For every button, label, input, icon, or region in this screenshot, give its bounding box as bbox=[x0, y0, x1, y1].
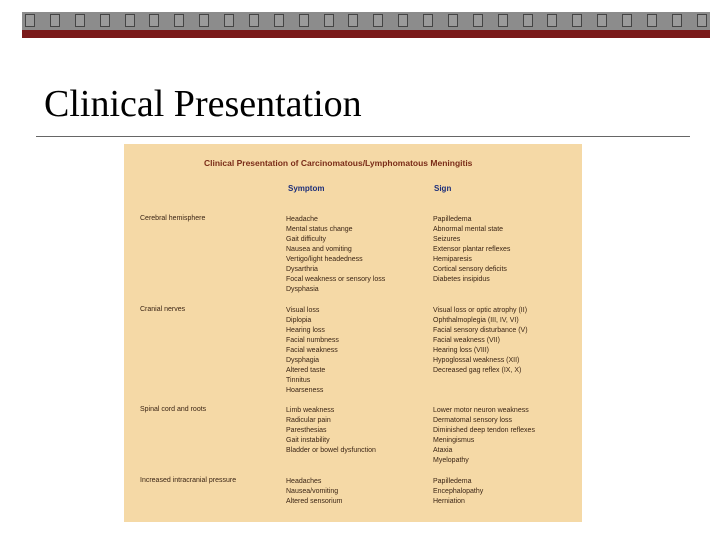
symptom-list bbox=[286, 406, 376, 456]
sign-item: Lower motor neuron weakness bbox=[433, 407, 529, 414]
sign-item: Papilledema bbox=[433, 216, 472, 223]
sign-item: Visual loss or optic atrophy (II) bbox=[433, 307, 528, 314]
symptom-column-header: Symptom bbox=[288, 184, 325, 193]
symptom-item: Facial numbness bbox=[286, 337, 339, 344]
sign-item: Cortical sensory deficits bbox=[433, 266, 507, 273]
slide-title: Clinical Presentation bbox=[44, 83, 362, 125]
header-square bbox=[622, 14, 632, 27]
sign-item: Ataxia bbox=[433, 447, 453, 454]
header-square bbox=[398, 14, 408, 27]
header-square bbox=[473, 14, 483, 27]
symptom-item: Paresthesias bbox=[286, 427, 327, 434]
clinical-table bbox=[124, 144, 582, 522]
sign-list bbox=[433, 406, 535, 466]
symptom-item: Nausea/vomiting bbox=[286, 488, 339, 495]
section-category: Increased intracranial pressure bbox=[140, 477, 237, 484]
sign-item: Diabetes insipidus bbox=[433, 276, 490, 283]
sign-item: Abnormal mental state bbox=[433, 226, 504, 233]
sign-item: Hearing loss (VIII) bbox=[433, 347, 490, 354]
symptom-item: Limb weakness bbox=[286, 407, 335, 414]
header-square bbox=[25, 14, 35, 27]
table-title: Clinical Presentation of Carcinomatous/Lymphomatous Meningitis bbox=[204, 158, 473, 168]
header-square bbox=[647, 14, 657, 27]
header-square bbox=[100, 14, 110, 27]
section-category: Spinal cord and roots bbox=[140, 406, 207, 413]
sign-list bbox=[433, 306, 528, 376]
header-band-maroon bbox=[22, 30, 710, 38]
symptom-item: Altered sensorium bbox=[286, 498, 343, 505]
symptom-item: Dysarthria bbox=[286, 266, 318, 273]
sign-list bbox=[433, 215, 510, 285]
symptom-item: Headaches bbox=[286, 478, 322, 485]
sign-item: Hemiparesis bbox=[433, 256, 472, 263]
header-square-row bbox=[25, 14, 707, 28]
symptom-item: Radicular pain bbox=[286, 417, 331, 424]
symptom-item: Diplopia bbox=[286, 317, 312, 324]
sign-item: Ophthalmoplegia (III, IV, VI) bbox=[433, 317, 519, 324]
symptom-item: Focal weakness or sensory loss bbox=[286, 276, 386, 283]
symptom-item: Mental status change bbox=[286, 226, 353, 233]
symptom-item: Gait difficulty bbox=[286, 236, 326, 243]
header-square bbox=[299, 14, 309, 27]
sign-item: Extensor plantar reflexes bbox=[433, 246, 511, 253]
symptom-list bbox=[286, 306, 339, 396]
header-square bbox=[423, 14, 433, 27]
symptom-item: Altered taste bbox=[286, 367, 326, 374]
symptom-item: Dysphasia bbox=[286, 286, 319, 293]
header-square bbox=[597, 14, 607, 27]
sign-item: Facial sensory disturbance (V) bbox=[433, 327, 528, 334]
header-square bbox=[199, 14, 209, 27]
symptom-item: Dysphagia bbox=[286, 357, 320, 364]
section-category: Cranial nerves bbox=[140, 306, 186, 313]
symptom-item: Gait instability bbox=[286, 437, 330, 444]
slide-header-bar bbox=[22, 12, 710, 38]
sign-item: Facial weakness (VII) bbox=[433, 337, 500, 344]
header-square bbox=[75, 14, 85, 27]
symptom-item: Hoarseness bbox=[286, 387, 324, 394]
header-square bbox=[498, 14, 508, 27]
sign-item: Herniation bbox=[433, 498, 465, 505]
sign-list bbox=[433, 477, 483, 507]
symptom-item: Headache bbox=[286, 216, 318, 223]
symptom-item: Vertigo/light headedness bbox=[286, 256, 363, 263]
symptom-item: Tinnitus bbox=[286, 377, 311, 384]
sign-item: Encephalopathy bbox=[433, 488, 484, 495]
symptom-item: Hearing loss bbox=[286, 327, 325, 334]
symptom-item: Facial weakness bbox=[286, 347, 338, 354]
sign-item: Diminished deep tendon reflexes bbox=[433, 427, 535, 434]
header-square bbox=[523, 14, 533, 27]
header-square bbox=[274, 14, 284, 27]
header-square bbox=[224, 14, 234, 27]
header-square bbox=[149, 14, 159, 27]
header-square bbox=[572, 14, 582, 27]
symptom-item: Visual loss bbox=[286, 307, 320, 314]
symptom-item: Nausea and vomiting bbox=[286, 246, 352, 253]
header-square bbox=[348, 14, 358, 27]
header-square bbox=[174, 14, 184, 27]
header-square bbox=[697, 14, 707, 27]
symptom-item: Bladder or bowel dysfunction bbox=[286, 447, 376, 454]
sign-item: Decreased gag reflex (IX, X) bbox=[433, 367, 522, 374]
section-category: Cerebral hemisphere bbox=[140, 215, 206, 222]
title-divider bbox=[36, 136, 690, 137]
sign-item: Meningismus bbox=[433, 437, 475, 444]
sign-column-header: Sign bbox=[434, 184, 452, 193]
sign-item: Dermatomal sensory loss bbox=[433, 417, 512, 424]
header-square bbox=[547, 14, 557, 27]
header-square bbox=[50, 14, 60, 27]
header-square bbox=[448, 14, 458, 27]
header-square bbox=[249, 14, 259, 27]
header-square bbox=[125, 14, 135, 27]
symptom-list bbox=[286, 215, 385, 295]
header-square bbox=[324, 14, 334, 27]
sign-item: Hypoglossal weakness (XII) bbox=[433, 357, 520, 364]
sign-item: Seizures bbox=[433, 236, 461, 243]
symptom-list bbox=[286, 477, 342, 507]
header-square bbox=[672, 14, 682, 27]
header-square bbox=[373, 14, 383, 27]
sign-item: Myelopathy bbox=[433, 457, 469, 464]
sign-item: Papilledema bbox=[433, 478, 472, 485]
